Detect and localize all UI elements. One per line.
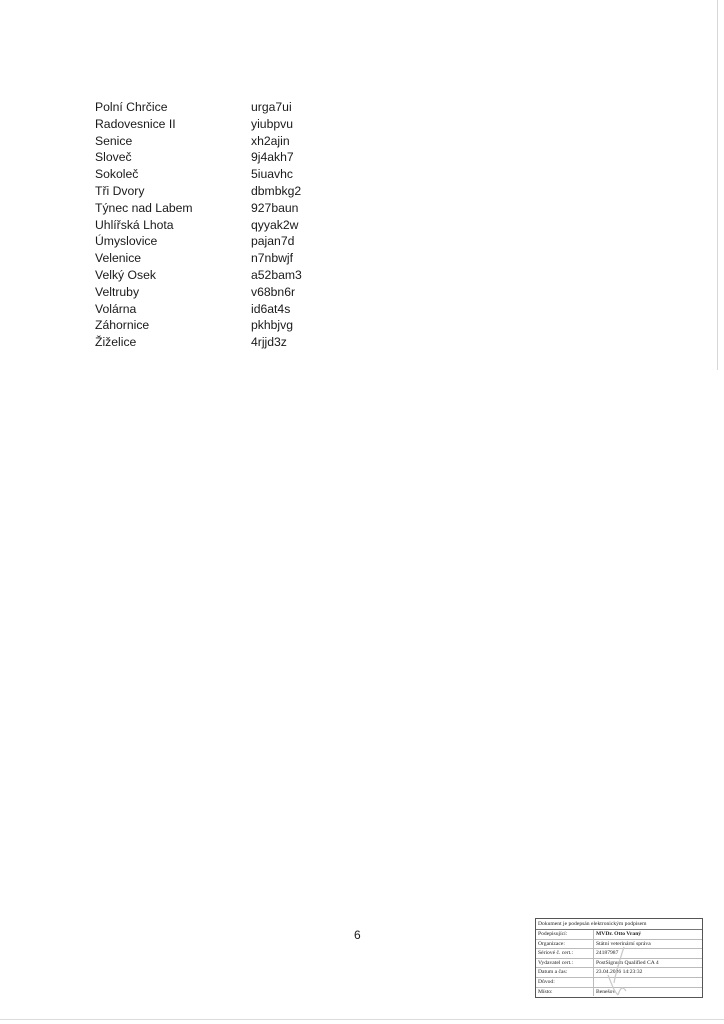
list-row [95, 250, 395, 267]
signature-field-value: 24187987 [596, 950, 619, 957]
municipality-code: 927baun [251, 200, 299, 215]
list-row [95, 284, 395, 301]
municipality-name: Týnec nad Labem [95, 200, 193, 215]
municipality-code: qyyak2w [251, 217, 299, 232]
signature-field-value: PostSignum Qualified CA 4 [596, 959, 659, 966]
signature-field-issuer [536, 959, 702, 969]
list-row [95, 116, 395, 133]
municipality-code: xh2ajin [251, 133, 290, 148]
signature-field-datetime [536, 968, 702, 978]
municipality-name: Žiželice [95, 335, 137, 350]
electronic-signature-box [535, 918, 703, 998]
municipality-code: id6at4s [251, 301, 291, 316]
municipality-name: Velký Osek [95, 267, 156, 282]
signature-field-value [594, 978, 596, 987]
municipality-name: Radovesnice II [95, 116, 176, 131]
list-row [95, 334, 395, 351]
signature-field-signer [536, 930, 702, 940]
municipality-code: 9j4akh7 [251, 150, 294, 165]
signature-field-value: 23.04.2026 14:23:32 [596, 969, 643, 976]
municipality-code: dbmbkg2 [251, 183, 302, 198]
list-row [95, 217, 395, 234]
signature-field-organization [536, 940, 702, 950]
page-number: 6 [354, 928, 361, 942]
municipality-code: pajan7d [251, 234, 295, 249]
signature-field-label: Vydavatel cert.: [536, 959, 594, 968]
list-row [95, 301, 395, 318]
municipality-name: Senice [95, 133, 133, 148]
municipality-name: Tři Dvory [95, 183, 145, 198]
municipality-code: v68bn6r [251, 284, 296, 299]
signature-field-label: Datum a čas: [536, 968, 594, 977]
municipality-name: Uhlířská Lhota [95, 217, 174, 232]
municipality-name: Veltruby [95, 284, 140, 299]
list-row [95, 233, 395, 250]
municipality-code: 4rjjd3z [251, 335, 287, 350]
signature-field-label: Důvod: [536, 978, 594, 987]
signature-field-value: Benešov [596, 988, 616, 995]
municipality-code: a52bam3 [251, 267, 302, 282]
list-row [95, 317, 395, 334]
municipality-name: Záhornice [95, 318, 150, 333]
list-row [95, 200, 395, 217]
list-row [95, 133, 395, 150]
signature-field-value: Státní veterinární správa [596, 940, 651, 947]
list-row [95, 166, 395, 183]
municipality-name: Úmyslovice [95, 234, 158, 249]
signature-field-place [536, 988, 702, 997]
signature-field-label: Podepisující: [536, 930, 594, 939]
list-row [95, 267, 395, 284]
municipality-name: Sloveč [95, 150, 132, 165]
scan-edge-right [717, 0, 718, 370]
signature-field-serial [536, 949, 702, 959]
list-row [95, 183, 395, 200]
signature-field-reason [536, 978, 702, 988]
municipality-code: pkhbjvg [251, 318, 294, 333]
municipality-name: Sokoleč [95, 167, 139, 182]
signature-field-label: Místo: [536, 988, 594, 997]
signature-field-label: Sériové č. cert.: [536, 949, 594, 958]
list-row [95, 149, 395, 166]
municipality-name: Polní Chrčice [95, 100, 168, 114]
municipality-code: urga7ui [251, 100, 292, 114]
municipality-code: yiubpvu [251, 116, 294, 131]
list-row [95, 99, 395, 116]
signature-header: Dokument je podepsán elektronickým podpisem [536, 919, 702, 930]
municipality-name: Velenice [95, 251, 142, 266]
municipality-code-list [95, 99, 395, 351]
municipality-code: n7nbwjf [251, 251, 294, 266]
scan-edge-bottom [0, 1019, 724, 1020]
signature-field-label: Organizace: [536, 940, 594, 949]
municipality-code: 5iuavhc [251, 167, 294, 182]
municipality-name: Volárna [95, 301, 137, 316]
signature-field-value: MVDr. Otto Vraný [596, 931, 642, 937]
